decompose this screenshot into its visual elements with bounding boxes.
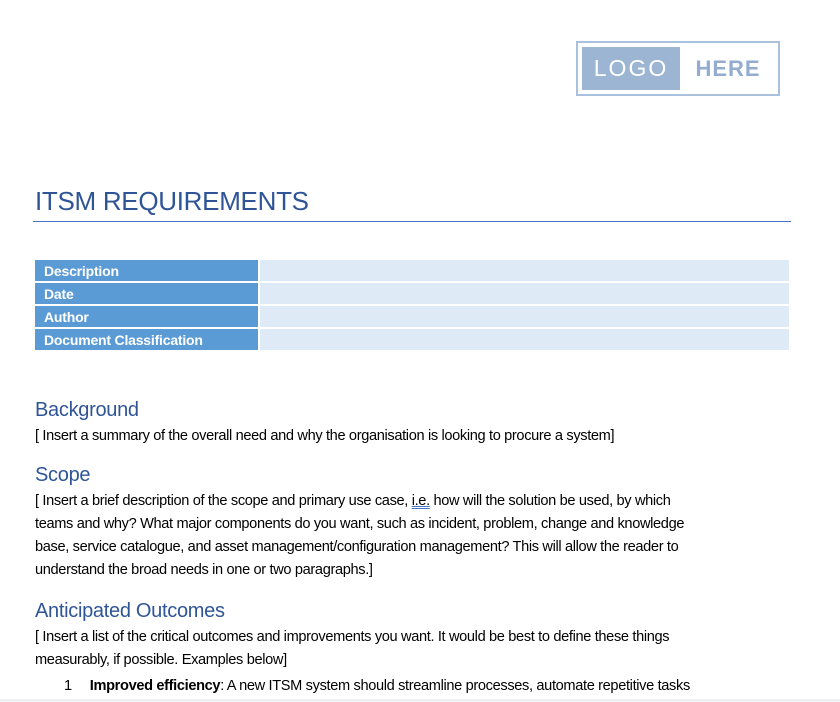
scope-line1c: how will the solution be used, by which [429, 493, 671, 509]
label-classification: Document Classification [35, 328, 259, 351]
logo-right: HERE [695, 55, 761, 81]
info-table [35, 260, 789, 352]
heading-outcomes: Anticipated Outcomes [35, 600, 225, 622]
value-classification[interactable] [259, 328, 789, 351]
heading-scope: Scope [35, 464, 91, 486]
list-item [64, 677, 690, 695]
list-item-title: Improved efficiency [89, 678, 221, 694]
title-divider [33, 221, 791, 222]
value-author[interactable] [259, 305, 789, 328]
outcomes-line1: [ Insert a list of the critical outcomes and improvements you want. It would be best to define these things [35, 629, 670, 645]
scope-line4: understand the broad needs in one or two paragraphs.] [35, 562, 373, 578]
label-author: Author [35, 305, 259, 328]
value-description[interactable] [259, 260, 789, 282]
list-number: 1 [64, 678, 72, 694]
document-title: ITSM REQUIREMENTS [35, 186, 309, 216]
table-row [35, 282, 789, 305]
scope-ie: i.e. [411, 493, 430, 509]
table-row [35, 305, 789, 328]
logo-placeholder [576, 41, 780, 96]
list-item-text: : A new ITSM system should streamline processes, automate repetitive tasks [220, 678, 690, 694]
scope-line2: teams and why? What major components do you want, such as incident, problem, change and knowledge [35, 516, 685, 532]
heading-background: Background [35, 399, 139, 421]
logo-left: LOGO [582, 47, 680, 90]
scope-text [35, 490, 684, 582]
label-date: Date [35, 282, 259, 305]
scope-line1a: [ Insert a brief description of the scope and primary use case, [35, 493, 412, 509]
outcomes-text [35, 626, 669, 672]
value-date[interactable] [259, 282, 789, 305]
background-text: [ Insert a summary of the overall need and why the organisation is looking to procure a system] [35, 428, 615, 444]
table-row [35, 260, 789, 282]
table-row [35, 328, 789, 351]
outcomes-line2: measurably, if possible. Examples below] [35, 652, 287, 668]
scope-line3: base, service catalogue, and asset management/configuration management? This will allow the reader to [35, 539, 679, 555]
label-description: Description [35, 260, 259, 282]
